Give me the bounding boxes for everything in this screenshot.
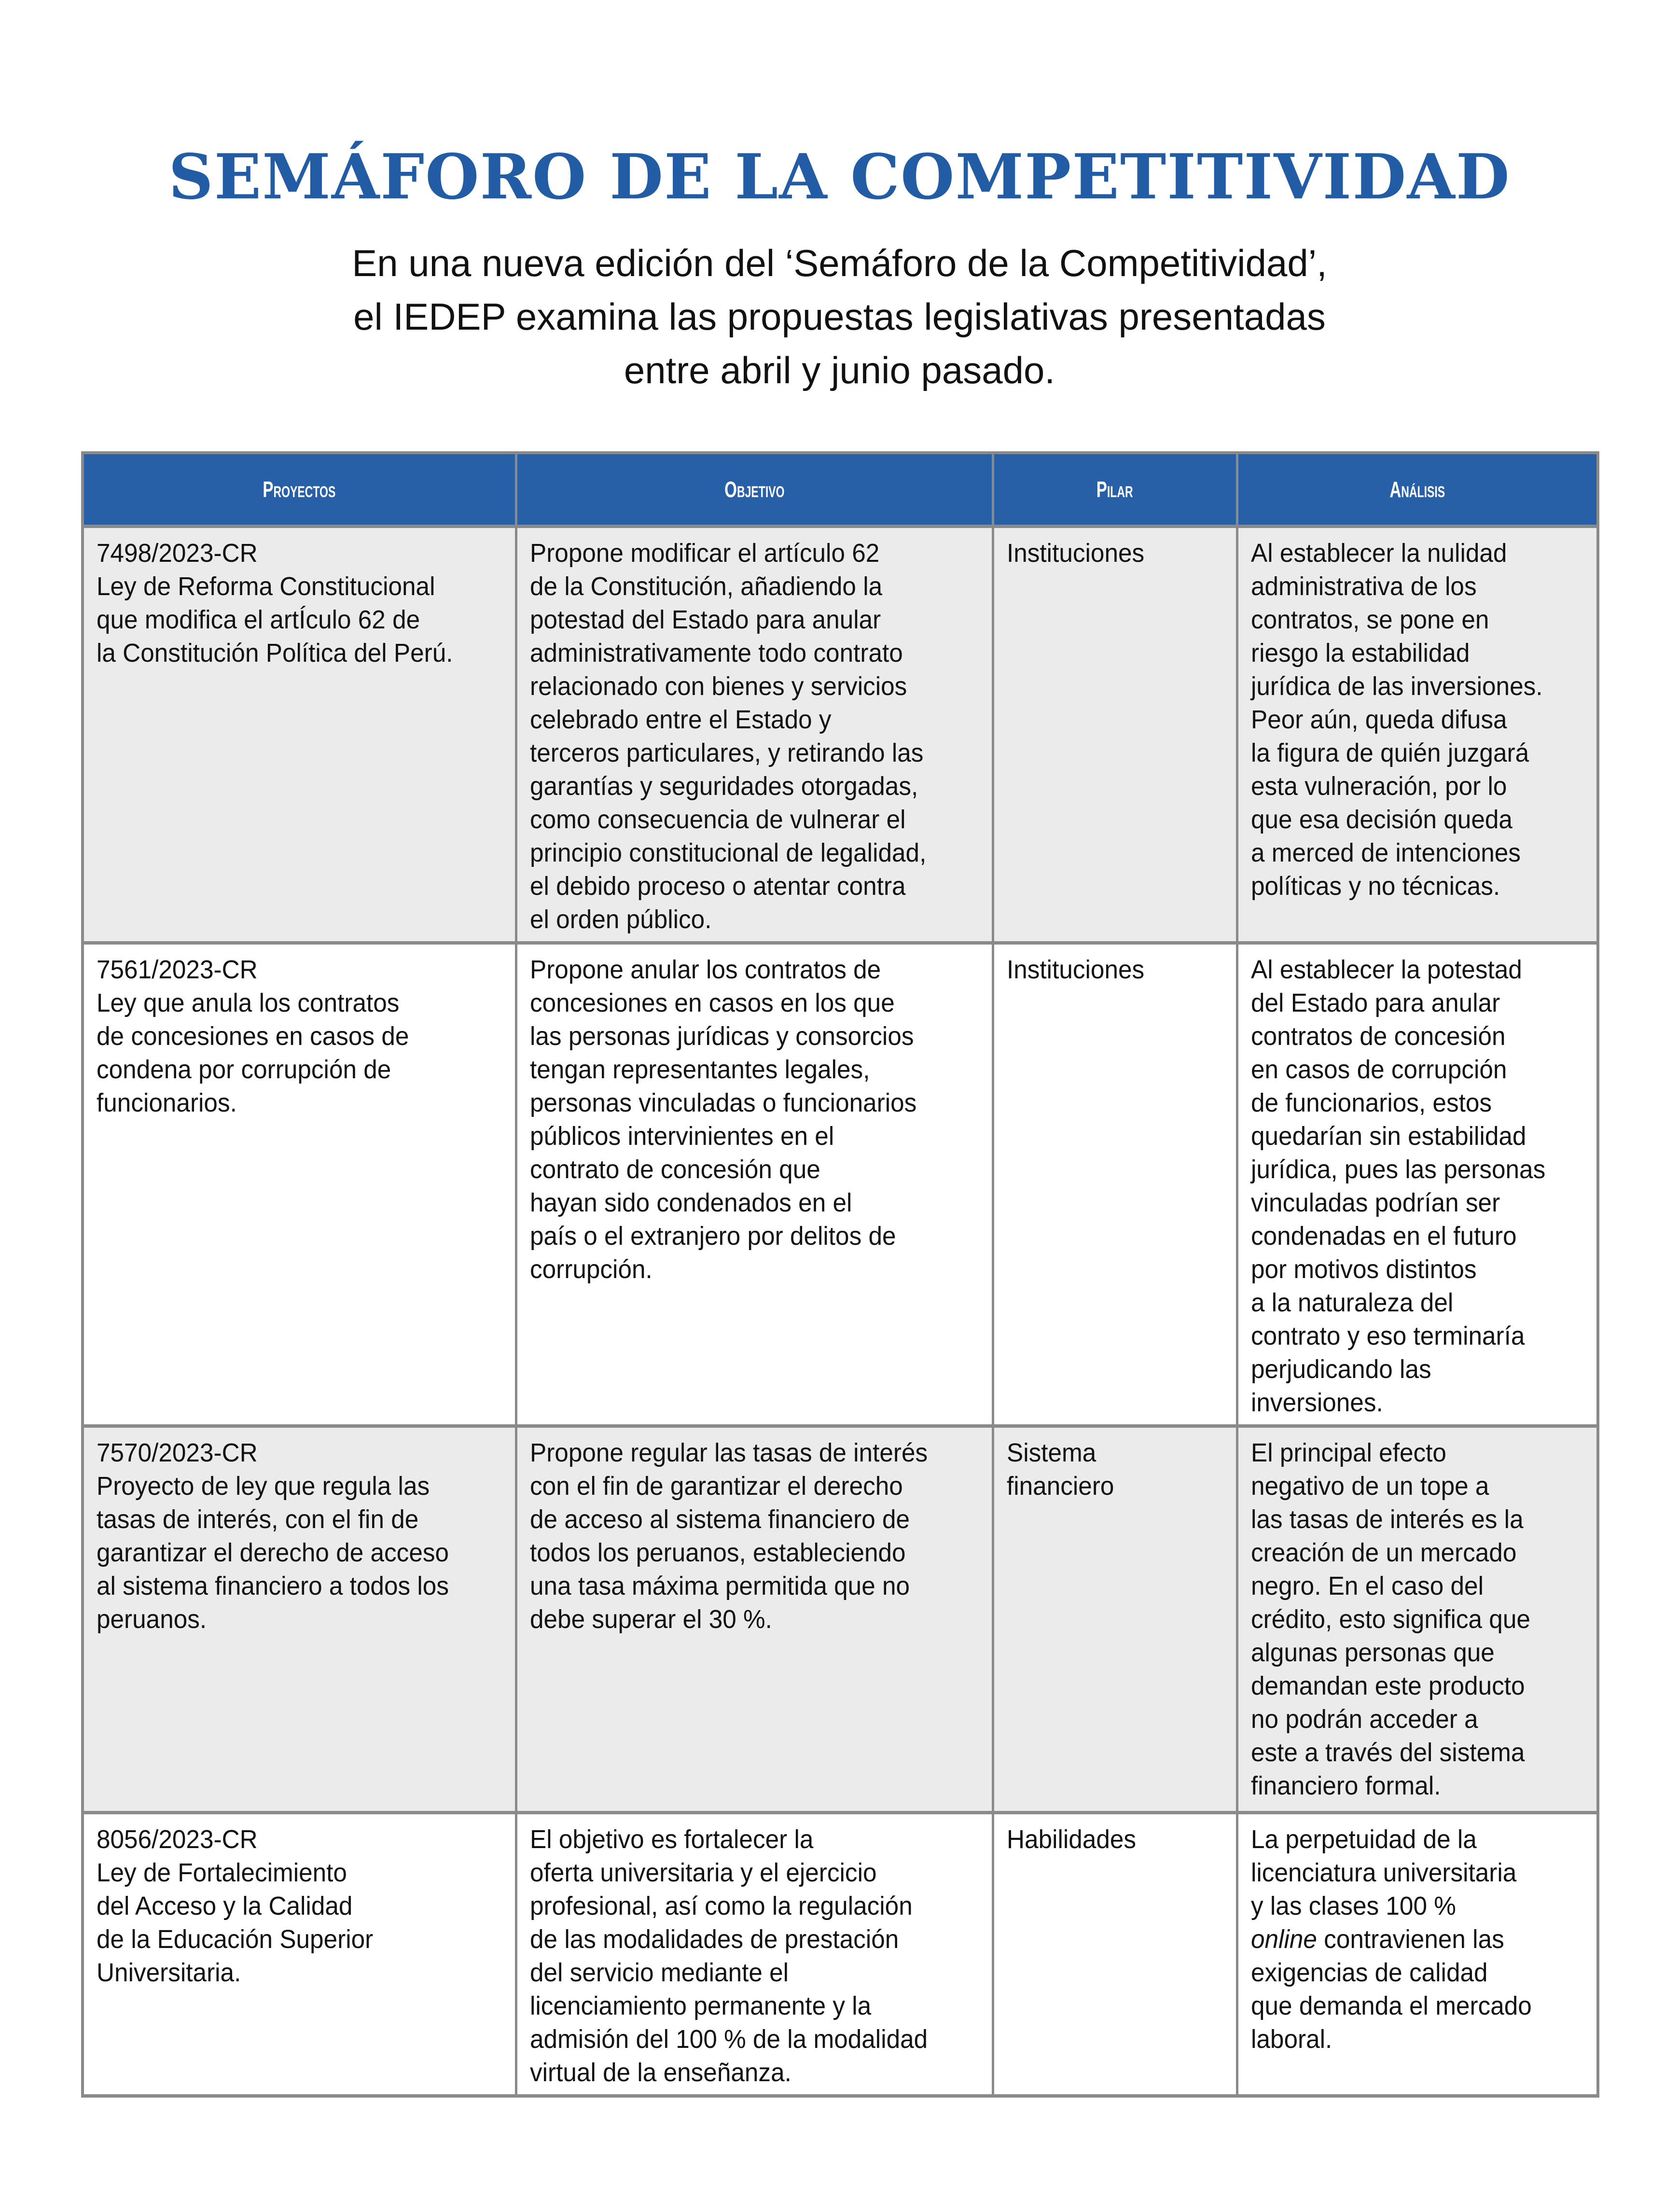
cell-line: de acceso al sistema financiero de bbox=[529, 1505, 910, 1534]
subtitle-line: En una nueva edición del ‘Semáforo de la Competitividad’, bbox=[352, 242, 1327, 284]
cell-line: Propone regular las tasas de interés bbox=[529, 1438, 928, 1467]
semaforo-table bbox=[81, 451, 1599, 2098]
cell-line: como consecuencia de vulnerar el bbox=[529, 805, 905, 834]
table-row bbox=[83, 1426, 1598, 1813]
cell-line: 7498/2023-CR bbox=[97, 539, 258, 568]
cell-line: a la naturaleza del bbox=[1250, 1288, 1453, 1317]
cell-line: 7570/2023-CR bbox=[97, 1438, 258, 1467]
cell-line: tasas de interés, con el fin de bbox=[97, 1505, 419, 1534]
cell-line: contrato de concesión que bbox=[529, 1155, 820, 1184]
cell-line: Ley que anula los contratos bbox=[97, 988, 400, 1017]
column-header-analisis: Análisis bbox=[1237, 453, 1598, 527]
cell-line: Habilidades bbox=[1006, 1825, 1136, 1854]
cell-line: del servicio mediante el bbox=[529, 1958, 789, 1987]
cell-line: potestad del Estado para anular bbox=[529, 605, 881, 634]
cell-line: una tasa máxima permitida que no bbox=[529, 1572, 910, 1600]
cell-analisis bbox=[1237, 1813, 1598, 2096]
analisis-line: licenciatura universitaria bbox=[1250, 1858, 1516, 1887]
cell-line: El principal efecto bbox=[1250, 1438, 1446, 1467]
subtitle-line: entre abril y junio pasado. bbox=[624, 349, 1055, 391]
cell-pilar bbox=[993, 1426, 1237, 1813]
cell-line: garantizar el derecho de acceso bbox=[97, 1538, 449, 1567]
cell-line: no podrán acceder a bbox=[1250, 1705, 1478, 1734]
cell-objetivo bbox=[516, 1813, 993, 2096]
cell-line: Peor aún, queda difusa bbox=[1250, 705, 1507, 734]
table-header-row bbox=[83, 453, 1598, 527]
cell-objetivo bbox=[516, 527, 993, 943]
cell-line: en casos de corrupción bbox=[1250, 1055, 1507, 1084]
cell-line: creación de un mercado bbox=[1250, 1538, 1516, 1567]
cell-line: todos los peruanos, estableciendo bbox=[529, 1538, 906, 1567]
analisis-line: y las clases 100 % bbox=[1250, 1892, 1456, 1920]
cell-line: relacionado con bienes y servicios bbox=[529, 672, 907, 701]
cell-line: funcionarios. bbox=[97, 1088, 237, 1117]
cell-line: Al establecer la potestad bbox=[1250, 955, 1522, 984]
cell-objetivo bbox=[516, 1426, 993, 1813]
cell-line: contratos, se pone en bbox=[1250, 605, 1489, 634]
cell-line: negro. En el caso del bbox=[1250, 1572, 1484, 1600]
cell-pilar bbox=[993, 1813, 1237, 2096]
cell-line: Instituciones bbox=[1006, 539, 1144, 568]
cell-line: Al establecer la nulidad bbox=[1250, 539, 1507, 568]
cell-proyecto bbox=[83, 1813, 516, 2096]
cell-line: demandan este producto bbox=[1250, 1671, 1525, 1700]
cell-line: Ley de Fortalecimiento bbox=[97, 1858, 347, 1887]
cell-line: condena por corrupción de bbox=[97, 1055, 391, 1084]
cell-line: esta vulneración, por lo bbox=[1250, 772, 1507, 801]
cell-line: garantías y seguridades otorgadas, bbox=[529, 772, 918, 801]
cell-analisis bbox=[1237, 943, 1598, 1426]
subtitle bbox=[0, 237, 1679, 397]
cell-line: vinculadas podrían ser bbox=[1250, 1188, 1500, 1217]
cell-objetivo bbox=[516, 943, 993, 1426]
cell-line: concesiones en casos en los que bbox=[529, 988, 895, 1017]
cell-pilar bbox=[993, 943, 1237, 1426]
cell-line: terceros particulares, y retirando las bbox=[529, 738, 923, 767]
analisis-line: laboral. bbox=[1250, 2025, 1332, 2054]
cell-line: administrativamente todo contrato bbox=[529, 639, 903, 668]
cell-line: al sistema financiero a todos los bbox=[97, 1572, 449, 1600]
cell-line: país o el extranjero por delitos de bbox=[529, 1222, 896, 1251]
table-row bbox=[83, 943, 1598, 1426]
cell-line: personas vinculadas o funcionarios bbox=[529, 1088, 916, 1117]
cell-line: de la Constitución, añadiendo la bbox=[529, 572, 882, 601]
cell-line: de las modalidades de prestación bbox=[529, 1925, 899, 1954]
cell-proyecto bbox=[83, 527, 516, 943]
cell-line: Propone anular los contratos de bbox=[529, 955, 881, 984]
cell-line: tengan representantes legales, bbox=[529, 1055, 870, 1084]
cell-line: riesgo la estabilidad bbox=[1250, 639, 1470, 668]
analisis-line: que demanda el mercado bbox=[1250, 1991, 1532, 2020]
cell-line: Propone modificar el artículo 62 bbox=[529, 539, 879, 568]
cell-line: celebrado entre el Estado y bbox=[529, 705, 832, 734]
italic-term: online bbox=[1250, 1925, 1317, 1954]
cell-line: Proyecto de ley que regula las bbox=[97, 1472, 430, 1501]
column-header-pilar: Pilar bbox=[993, 453, 1237, 527]
cell-line: por motivos distintos bbox=[1250, 1255, 1477, 1284]
cell-line: el debido proceso o atentar contra bbox=[529, 872, 906, 901]
cell-line: del Estado para anular bbox=[1250, 988, 1500, 1017]
cell-line: con el fin de garantizar el derecho bbox=[529, 1472, 903, 1501]
column-header-objetivo: Objetivo bbox=[516, 453, 993, 527]
cell-analisis bbox=[1237, 527, 1598, 943]
cell-line: virtual de la enseñanza. bbox=[529, 2058, 791, 2087]
cell-line: admisión del 100 % de la modalidad bbox=[529, 2025, 928, 2054]
cell-line: 7561/2023-CR bbox=[97, 955, 258, 984]
cell-line: la figura de quién juzgará bbox=[1250, 738, 1529, 767]
cell-line: profesional, así como la regulación bbox=[529, 1892, 913, 1920]
cell-line: Universitaria. bbox=[97, 1958, 241, 1987]
cell-line: hayan sido condenados en el bbox=[529, 1188, 852, 1217]
subtitle-line: el IEDEP examina las propuestas legislativas presentadas bbox=[353, 295, 1326, 338]
column-header-proyectos: Proyectos bbox=[83, 453, 516, 527]
cell-line: algunas personas que bbox=[1250, 1638, 1495, 1667]
table-row bbox=[83, 1813, 1598, 2096]
cell-line: las tasas de interés es la bbox=[1250, 1505, 1524, 1534]
cell-line: corrupción. bbox=[529, 1255, 652, 1284]
cell-line: que esa decisión queda bbox=[1250, 805, 1512, 834]
cell-line: inversiones. bbox=[1250, 1388, 1383, 1417]
cell-analisis bbox=[1237, 1426, 1598, 1813]
cell-line: Sistema bbox=[1006, 1438, 1096, 1467]
cell-line: políticas y no técnicas. bbox=[1250, 872, 1500, 901]
cell-line: las personas jurídicas y consorcios bbox=[529, 1022, 914, 1051]
analisis-line: exigencias de calidad bbox=[1250, 1958, 1488, 1987]
cell-line: contratos de concesión bbox=[1250, 1022, 1506, 1051]
cell-line: el orden público. bbox=[529, 905, 711, 934]
cell-line: negativo de un tope a bbox=[1250, 1472, 1489, 1501]
cell-line: 8056/2023-CR bbox=[97, 1825, 258, 1854]
cell-proyecto bbox=[83, 1426, 516, 1813]
analisis-line: online contravienen las bbox=[1250, 1925, 1504, 1954]
cell-line: quedarían sin estabilidad bbox=[1250, 1122, 1526, 1151]
cell-line: principio constitucional de legalidad, bbox=[529, 838, 926, 867]
cell-line: del Acceso y la Calidad bbox=[97, 1892, 353, 1920]
cell-line: que modifica el artÍculo 62 de bbox=[97, 605, 420, 634]
analisis-line: La perpetuidad de la bbox=[1250, 1825, 1477, 1854]
cell-pilar bbox=[993, 527, 1237, 943]
cell-line: este a través del sistema bbox=[1250, 1738, 1525, 1767]
table-body bbox=[83, 527, 1598, 2096]
cell-line: financiero formal. bbox=[1250, 1771, 1441, 1800]
cell-line: públicos intervinientes en el bbox=[529, 1122, 834, 1151]
cell-line: administrativa de los bbox=[1250, 572, 1477, 601]
cell-line: contrato y eso terminaría bbox=[1250, 1322, 1525, 1350]
cell-line: Instituciones bbox=[1006, 955, 1144, 984]
cell-line: Ley de Reforma Constitucional bbox=[97, 572, 435, 601]
cell-line: jurídica, pues las personas bbox=[1250, 1155, 1545, 1184]
cell-line: peruanos. bbox=[97, 1605, 207, 1634]
cell-line: debe superar el 30 %. bbox=[529, 1605, 772, 1634]
cell-line: de concesiones en casos de bbox=[97, 1022, 409, 1051]
cell-line: licenciamiento permanente y la bbox=[529, 1991, 871, 2020]
table-row bbox=[83, 527, 1598, 943]
cell-line: oferta universitaria y el ejercicio bbox=[529, 1858, 877, 1887]
cell-line: perjudicando las bbox=[1250, 1355, 1431, 1384]
cell-line: de funcionarios, estos bbox=[1250, 1088, 1492, 1117]
cell-line: financiero bbox=[1006, 1472, 1114, 1501]
cell-line: a merced de intenciones bbox=[1250, 838, 1521, 867]
cell-proyecto bbox=[83, 943, 516, 1426]
cell-line: la Constitución Política del Perú. bbox=[97, 639, 453, 668]
page-title: SEMÁFORO DE LA COMPETITIVIDAD bbox=[168, 141, 1511, 213]
cell-line: de la Educación Superior bbox=[97, 1925, 374, 1954]
cell-line: condenadas en el futuro bbox=[1250, 1222, 1516, 1251]
cell-line: crédito, esto significa que bbox=[1250, 1605, 1530, 1634]
cell-line: jurídica de las inversiones. bbox=[1250, 672, 1543, 701]
cell-line: El objetivo es fortalecer la bbox=[529, 1825, 813, 1854]
